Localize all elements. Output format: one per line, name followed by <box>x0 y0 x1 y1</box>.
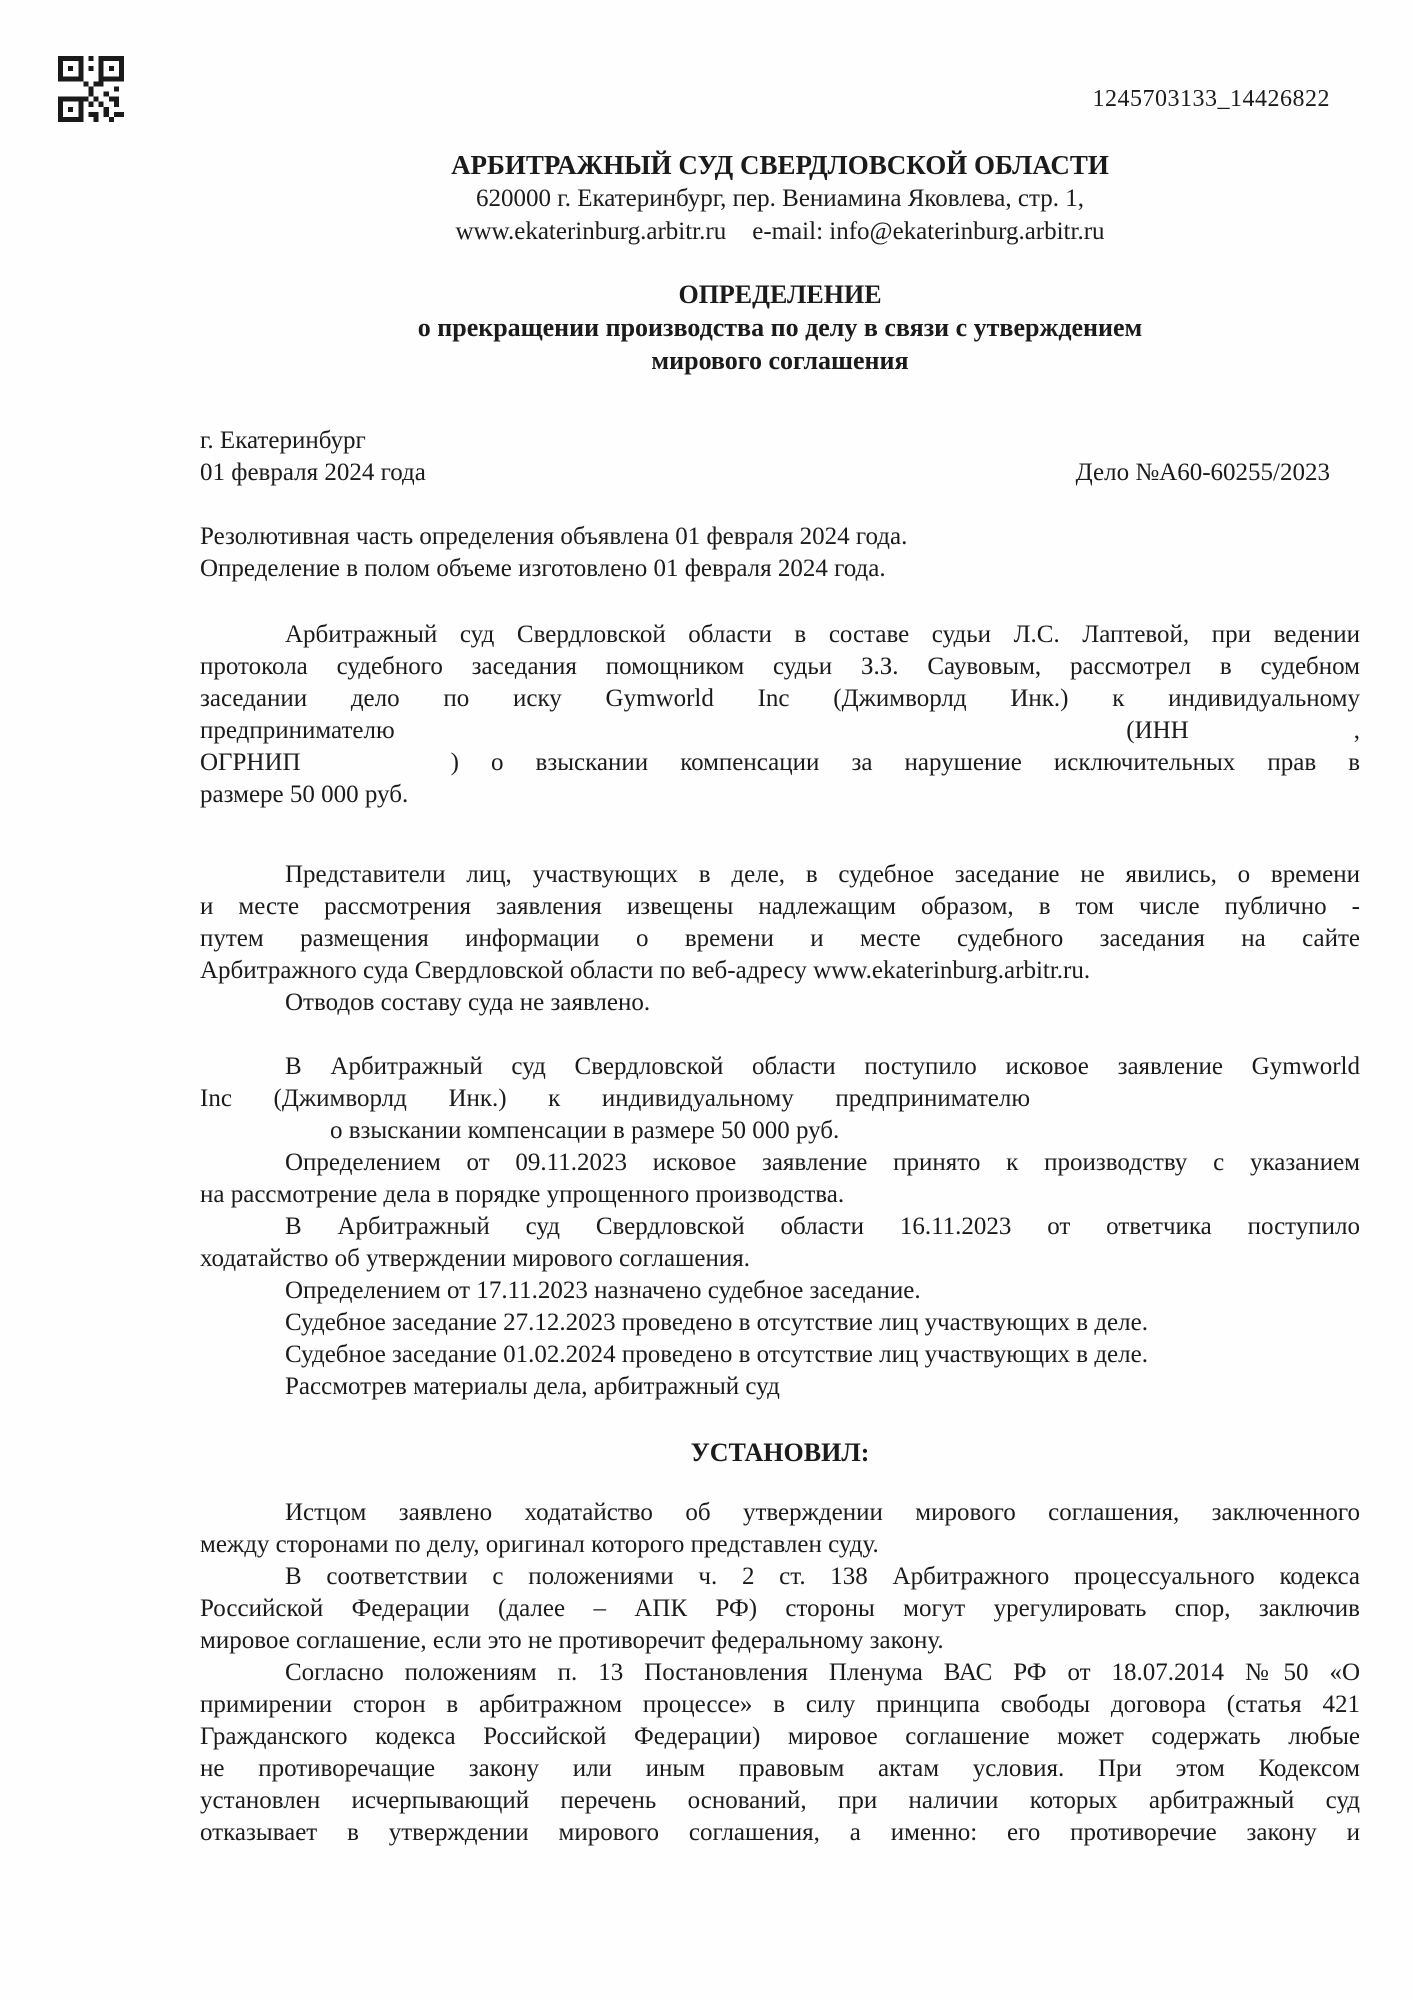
paragraph-line: на рассмотрение дела в порядке упрощенного производства. <box>200 1181 845 1208</box>
paragraph-plenum-50 <box>200 1657 1360 1849</box>
paragraph-text: (ИНН <box>1126 717 1189 744</box>
paragraph-ruling-0911 <box>200 1147 1360 1211</box>
resolution-line: Определение в полом объеме изготовлено 01 февраля 2024 года. <box>200 555 886 582</box>
meta-block <box>200 425 1360 489</box>
paragraph-settlement-motion <box>200 1497 1360 1561</box>
paragraph-text: предпринимателю <box>200 717 395 744</box>
document-content <box>200 148 1360 1849</box>
court-email: e-mail: info@ekaterinburg.arbitr.ru <box>752 218 1105 245</box>
paragraph-line: В Арбитражный суд Свердловской области 16.11.2023 от ответчика поступило <box>285 1213 1360 1240</box>
qr-code-icon <box>58 56 124 122</box>
court-contacts <box>200 215 1360 248</box>
paragraph-line: между сторонами по делу, оригинал которого представлен суду. <box>200 1531 879 1558</box>
paragraph-claim <box>200 1051 1360 1147</box>
document-title-block <box>200 278 1360 377</box>
document-subtitle-line1: о прекращении производства по делу в связи с утверждением <box>417 313 1143 342</box>
paragraph-line: установлен исчерпывающий перечень оснований, при наличии которых арбитражный суд <box>200 1787 1360 1814</box>
court-website: www.ekaterinburg.arbitr.ru <box>455 218 727 245</box>
section-heading-ustanovil: УСТАНОВИЛ: <box>690 1438 870 1467</box>
paragraph-line-redacted: Inc (Джимворлд Инк.) к индивидуальному предпринимателю <box>200 1085 1030 1112</box>
paragraph-line: Гражданского кодекса Российской Федерации) мировое соглашение может содержать любые <box>200 1723 1360 1750</box>
document-title: ОПРЕДЕЛЕНИЕ <box>678 280 882 309</box>
paragraph-line: заседании дело по иску Gymworld Inc (Джимворлд Инк.) к индивидуальному <box>200 685 1360 712</box>
paragraph-line: Арбитражный суд Свердловской области в составе судьи Л.С. Лаптевой, при ведении <box>285 621 1360 648</box>
resolution-line: Резолютивная часть определения объявлена 01 февраля 2024 года. <box>200 523 908 550</box>
paragraph-line: о взыскании компенсации в размере 50 000 руб. <box>330 1117 840 1144</box>
paragraph-hearing-0102: Судебное заседание 01.02.2024 проведено в отсутствие лиц участвующих в деле. <box>285 1341 1148 1368</box>
resolution-block <box>200 521 1360 585</box>
paragraph-line: Российской Федерации (далее – АПК РФ) стороны могут урегулировать спор, заключив <box>200 1595 1360 1622</box>
document-subtitle-line2: мирового соглашения <box>651 346 909 375</box>
place-line: г. Екатеринбург <box>200 427 366 454</box>
paragraph-line: В соответствии с положениями ч. 2 ст. 138 Арбитражного процессуального кодекса <box>285 1563 1360 1590</box>
paragraph-text: ОГРНИП <box>200 749 301 776</box>
paragraph-line: примирении сторон в арбитражном процессе» в силу принципа свободы договора (статья 421 <box>200 1691 1360 1718</box>
paragraph-line: Арбитражного суда Свердловской области по веб-адресу www.ekaterinburg.arbitr.ru. <box>200 957 1091 984</box>
paragraph-ruling-1711: Определением от 17.11.2023 назначено судебное заседание. <box>285 1277 921 1304</box>
paragraph-line: В Арбитражный суд Свердловской области поступило исковое заявление Gymworld <box>285 1053 1360 1080</box>
paragraph-line: не противоречащие закону или иным правовым актам условия. При этом Кодексом <box>200 1755 1360 1782</box>
paragraph-line: размере 50 000 руб. <box>200 781 409 808</box>
paragraph-line: Представители лиц, участвующих в деле, в судебное заседание не явились, о времени <box>285 861 1360 888</box>
paragraph-line: и месте рассмотрения заявления извещены надлежащим образом, в том числе публично - <box>200 893 1360 920</box>
paragraph-line-redacted <box>200 715 1360 747</box>
paragraph-line: мировое соглашение, если это не противоречит федеральному закону. <box>200 1627 944 1654</box>
paragraph-line: Согласно положениям п. 13 Постановления Пленума ВАС РФ от 18.07.2014 №50 «О <box>285 1659 1360 1686</box>
court-name: АРБИТРАЖНЫЙ СУД СВЕРДЛОВСКОЙ ОБЛАСТИ <box>451 150 1109 180</box>
paragraph-line: Отводов составу суда не заявлено. <box>285 989 651 1016</box>
paragraph-line: Определением от 09.11.2023 исковое заявление принято к производству с указанием <box>285 1149 1360 1176</box>
paragraph-apk-138 <box>200 1561 1360 1657</box>
paragraph-line: Истцом заявлено ходатайство об утверждении мирового соглашения, заключенного <box>285 1499 1360 1526</box>
paragraph-considered: Рассмотрев материалы дела, арбитражный суд <box>285 1373 780 1400</box>
document-id: 1245703133_14426822 <box>1092 86 1330 112</box>
paragraph-text: ) о взыскании компенсации за нарушение исключительных прав в <box>450 749 1360 776</box>
paragraph-motion-1611 <box>200 1211 1360 1275</box>
court-address: 620000 г. Екатеринбург, пер. Вениамина Яковлева, стр. 1, <box>476 185 1084 212</box>
paragraph-representatives <box>200 859 1360 1019</box>
paragraph-line: протокола судебного заседания помощником судьи З.З. Саувовым, рассмотрел в судебном <box>200 653 1360 680</box>
paragraph-hearing-2712: Судебное заседание 27.12.2023 проведено в отсутствие лиц участвующих в деле. <box>285 1309 1148 1336</box>
paragraph-text: , <box>1353 717 1360 744</box>
paragraph-line: путем размещения информации о времени и месте судебного заседания на сайте <box>200 925 1360 952</box>
paragraph-line-redacted <box>200 747 1360 779</box>
date-case-row <box>200 457 1360 489</box>
paragraph-line: ходатайство об утверждении мирового соглашения. <box>200 1245 750 1272</box>
paragraph-line: отказывает в утверждении мирового соглашения, а именно: его противоречие закону и <box>200 1819 1360 1846</box>
case-number: Дело №А60-60255/2023 <box>1075 459 1330 486</box>
paragraph-court-composition <box>200 619 1360 811</box>
date-line: 01 февраля 2024 года <box>200 459 426 486</box>
